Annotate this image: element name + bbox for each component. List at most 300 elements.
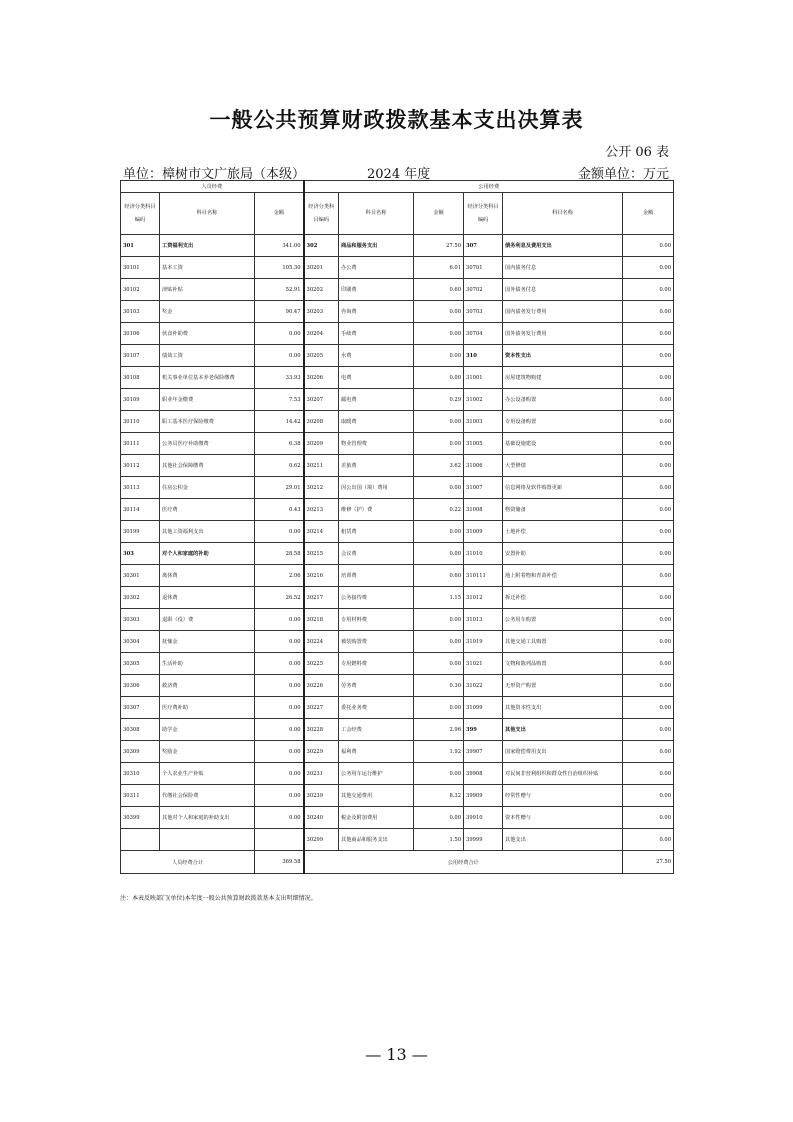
- item-name: [160, 829, 255, 851]
- table-row: [121, 235, 674, 257]
- item-name: 对个人和家庭的补助: [160, 543, 255, 565]
- item-code: 30306: [121, 675, 160, 697]
- item-name: 差旅费: [339, 455, 414, 477]
- item-amount: 0.00: [255, 763, 304, 785]
- item-code: 30212: [304, 477, 339, 499]
- item-amount: 0.00: [623, 367, 674, 389]
- item-name: 机关事业单位基本养老保险缴费: [160, 367, 255, 389]
- item-code: 31008: [464, 499, 503, 521]
- item-code: 30108: [121, 367, 160, 389]
- item-name: 其他支出: [503, 719, 623, 741]
- item-code: 30215: [304, 543, 339, 565]
- item-amount: 0.00: [255, 609, 304, 631]
- item-amount: 52.91: [255, 279, 304, 301]
- item-amount: 0.00: [414, 697, 464, 719]
- item-name: 办公费: [339, 257, 414, 279]
- item-amount: 0.00: [414, 631, 464, 653]
- item-code: 30205: [304, 345, 339, 367]
- item-code: 31009: [464, 521, 503, 543]
- item-amount: 0.00: [414, 763, 464, 785]
- table-row: [121, 433, 674, 455]
- item-amount: 341.00: [255, 235, 304, 257]
- table-row: [121, 829, 674, 851]
- item-code: 30309: [121, 741, 160, 763]
- item-name: 经常性赠与: [503, 785, 623, 807]
- item-amount: 14.42: [255, 411, 304, 433]
- col-header-code: 经济分类科目编码: [464, 193, 503, 235]
- item-amount: 0.00: [623, 609, 674, 631]
- section-personnel-header: 人员经费: [121, 181, 304, 193]
- item-code: 30217: [304, 587, 339, 609]
- item-amount: 0.00: [255, 785, 304, 807]
- table-row: [121, 653, 674, 675]
- item-code: 30202: [304, 279, 339, 301]
- item-name: 委托业务费: [339, 697, 414, 719]
- item-code: 30199: [121, 521, 160, 543]
- item-amount: 105.30: [255, 257, 304, 279]
- item-name: 工资福利支出: [160, 235, 255, 257]
- item-amount: 0.00: [623, 477, 674, 499]
- item-amount: 0.00: [623, 455, 674, 477]
- item-amount: 0.00: [255, 807, 304, 829]
- item-code: 30203: [304, 301, 339, 323]
- item-code: 30209: [304, 433, 339, 455]
- table-row: [121, 741, 674, 763]
- item-amount: 0.62: [255, 455, 304, 477]
- table-row: [121, 323, 674, 345]
- item-name: 基本工资: [160, 257, 255, 279]
- totals-row: [121, 851, 674, 874]
- item-name: 助学金: [160, 719, 255, 741]
- item-name: 国内债务付息: [503, 257, 623, 279]
- item-amount: 0.00: [623, 389, 674, 411]
- item-name: 其他交通工具购置: [503, 631, 623, 653]
- item-amount: 0.00: [623, 499, 674, 521]
- item-amount: 0.00: [255, 675, 304, 697]
- item-amount: 0.00: [623, 411, 674, 433]
- item-amount: 0.00: [414, 345, 464, 367]
- table-row: [121, 499, 674, 521]
- col-header-name: 科目名称: [339, 193, 414, 235]
- item-name: 其他交通费用: [339, 785, 414, 807]
- item-code: 31006: [464, 455, 503, 477]
- item-amount: 0.00: [414, 609, 464, 631]
- item-code: 30704: [464, 323, 503, 345]
- unit-label: 单位：樟树市文广旅局（本级）: [123, 167, 306, 182]
- item-code: 39908: [464, 763, 503, 785]
- item-code: 30201: [304, 257, 339, 279]
- item-code: 30207: [304, 389, 339, 411]
- total-personnel-value: 369.58: [255, 851, 304, 874]
- item-amount: 0.00: [623, 829, 674, 851]
- item-name: 抚恤金: [160, 631, 255, 653]
- table-row: [121, 631, 674, 653]
- item-code: 39907: [464, 741, 503, 763]
- item-code: 31005: [464, 433, 503, 455]
- item-code: 30701: [464, 257, 503, 279]
- total-personnel-label: 人员经费合计: [121, 851, 255, 874]
- table-row: [121, 807, 674, 829]
- item-name: 公务员医疗补助缴费: [160, 433, 255, 455]
- item-name: 债务利息及费用支出: [503, 235, 623, 257]
- item-code: 310111: [464, 565, 503, 587]
- item-name: 物资储备: [503, 499, 623, 521]
- col-header-name: 科目名称: [160, 193, 255, 235]
- table-row: [121, 719, 674, 741]
- item-code: 31013: [464, 609, 503, 631]
- table-row: [121, 697, 674, 719]
- item-code: 30239: [304, 785, 339, 807]
- item-amount: 8.32: [414, 785, 464, 807]
- item-name: 安置补助: [503, 543, 623, 565]
- item-amount: 0.00: [623, 235, 674, 257]
- item-amount: 0.00: [414, 477, 464, 499]
- item-code: 31001: [464, 367, 503, 389]
- item-name: 津贴补贴: [160, 279, 255, 301]
- item-code: 30302: [121, 587, 160, 609]
- item-amount: 0.00: [623, 565, 674, 587]
- table-note: 注：本表反映部门(单位)本年度一般公共预算财政拨款基本支出明细情况。: [120, 895, 317, 902]
- item-amount: 33.93: [255, 367, 304, 389]
- item-amount: 0.00: [414, 433, 464, 455]
- item-code: 30206: [304, 367, 339, 389]
- item-name: 水费: [339, 345, 414, 367]
- col-header-amount: 金额: [623, 193, 674, 235]
- item-amount: 0.00: [623, 697, 674, 719]
- item-name: 退职（役）费: [160, 609, 255, 631]
- item-amount: 0.00: [414, 301, 464, 323]
- item-code: 30110: [121, 411, 160, 433]
- item-code: 30307: [121, 697, 160, 719]
- item-name: 奖励金: [160, 741, 255, 763]
- item-code: 30216: [304, 565, 339, 587]
- item-name: 电费: [339, 367, 414, 389]
- item-name: 退休费: [160, 587, 255, 609]
- item-code: 310: [464, 345, 503, 367]
- item-code: 30114: [121, 499, 160, 521]
- item-amount: 0.00: [623, 543, 674, 565]
- total-public-label: 公用经费合计: [304, 851, 623, 874]
- item-amount: 0.00: [255, 741, 304, 763]
- item-name: 土地补偿: [503, 521, 623, 543]
- item-amount: 2.06: [255, 565, 304, 587]
- item-name: 国家赔偿费用支出: [503, 741, 623, 763]
- table-row: [121, 477, 674, 499]
- item-code: 31002: [464, 389, 503, 411]
- table-row: [121, 279, 674, 301]
- item-name: 办公设备购置: [503, 389, 623, 411]
- item-name: 资本性赠与: [503, 807, 623, 829]
- item-code: 30308: [121, 719, 160, 741]
- item-amount: 0.00: [623, 257, 674, 279]
- item-amount: 29.01: [255, 477, 304, 499]
- item-name: 公务接待费: [339, 587, 414, 609]
- item-code: 31019: [464, 631, 503, 653]
- year-label: 2024 年度: [367, 167, 431, 182]
- item-name: 个人农业生产补贴: [160, 763, 255, 785]
- item-name: 公务用车购置: [503, 609, 623, 631]
- item-code: 30311: [121, 785, 160, 807]
- item-code: 30111: [121, 433, 160, 455]
- item-code: 30214: [304, 521, 339, 543]
- item-code: 30208: [304, 411, 339, 433]
- item-code: 31012: [464, 587, 503, 609]
- item-code: 39910: [464, 807, 503, 829]
- item-name: 邮电费: [339, 389, 414, 411]
- item-code: 30228: [304, 719, 339, 741]
- table-row: [121, 543, 674, 565]
- item-amount: 0.00: [414, 323, 464, 345]
- item-amount: 26.52: [255, 587, 304, 609]
- item-code: 30299: [304, 829, 339, 851]
- item-code: [121, 829, 160, 851]
- item-name: 租赁费: [339, 521, 414, 543]
- item-code: 30305: [121, 653, 160, 675]
- item-code: 31099: [464, 697, 503, 719]
- item-amount: 6.38: [255, 433, 304, 455]
- item-name: 其他支出: [503, 829, 623, 851]
- table-row: [121, 565, 674, 587]
- item-code: 301: [121, 235, 160, 257]
- item-name: 福利费: [339, 741, 414, 763]
- item-name: 税金及附加费用: [339, 807, 414, 829]
- amount-unit-label: 金额单位：万元: [577, 167, 669, 182]
- table-row: [121, 367, 674, 389]
- item-amount: 0.00: [623, 675, 674, 697]
- item-name: 绩效工资: [160, 345, 255, 367]
- item-amount: [255, 829, 304, 851]
- item-amount: 0.00: [623, 719, 674, 741]
- item-code: 30109: [121, 389, 160, 411]
- item-amount: 0.00: [255, 521, 304, 543]
- item-amount: 0.22: [414, 499, 464, 521]
- item-amount: 0.00: [623, 323, 674, 345]
- page-title: 一般公共预算财政拨款基本支出决算表: [209, 107, 584, 132]
- item-amount: 0.00: [623, 301, 674, 323]
- item-amount: 0.00: [414, 543, 464, 565]
- item-code: 30112: [121, 455, 160, 477]
- item-code: 30301: [121, 565, 160, 587]
- item-amount: 0.29: [414, 389, 464, 411]
- item-code: 39999: [464, 829, 503, 851]
- item-name: 拆迁补偿: [503, 587, 623, 609]
- item-amount: 0.00: [414, 807, 464, 829]
- item-name: 代缴社会保险费: [160, 785, 255, 807]
- col-header-name: 科目名称: [503, 193, 623, 235]
- item-name: 基础设施建设: [503, 433, 623, 455]
- item-name: 医疗费补助: [160, 697, 255, 719]
- item-code: 302: [304, 235, 339, 257]
- table-row: [121, 257, 674, 279]
- item-amount: 6.01: [414, 257, 464, 279]
- item-amount: 0.00: [623, 741, 674, 763]
- item-name: 文物和陈列品购置: [503, 653, 623, 675]
- item-name: 生活补助: [160, 653, 255, 675]
- item-name: 离休费: [160, 565, 255, 587]
- item-amount: 0.00: [255, 653, 304, 675]
- table-row: [121, 411, 674, 433]
- item-name: 物业管理费: [339, 433, 414, 455]
- item-amount: 0.00: [414, 653, 464, 675]
- item-code: 30224: [304, 631, 339, 653]
- item-code: 30240: [304, 807, 339, 829]
- item-name: 公务用车运行维护: [339, 763, 414, 785]
- item-name: 专用设备购置: [503, 411, 623, 433]
- item-name: 其他对个人和家庭的补助支出: [160, 807, 255, 829]
- expenditure-table: [120, 180, 674, 874]
- item-amount: 1.15: [414, 587, 464, 609]
- item-name: 医疗费: [160, 499, 255, 521]
- table-row: [121, 455, 674, 477]
- item-code: 30310: [121, 763, 160, 785]
- item-amount: 0.00: [414, 521, 464, 543]
- item-amount: 0.00: [414, 367, 464, 389]
- item-name: 对民间非营利组织和群众性自治组织补贴: [503, 763, 623, 785]
- item-code: 30303: [121, 609, 160, 631]
- item-name: 取暖费: [339, 411, 414, 433]
- item-amount: 1.50: [414, 829, 464, 851]
- table-row: [121, 345, 674, 367]
- item-name: 国内债务发行费用: [503, 301, 623, 323]
- item-code: 31021: [464, 653, 503, 675]
- item-name: 无形资产购置: [503, 675, 623, 697]
- item-name: 印刷费: [339, 279, 414, 301]
- item-code: 30399: [121, 807, 160, 829]
- item-amount: 0.43: [255, 499, 304, 521]
- item-amount: 0.30: [414, 675, 464, 697]
- item-code: 39909: [464, 785, 503, 807]
- table-row: [121, 763, 674, 785]
- item-amount: 0.00: [623, 279, 674, 301]
- item-amount: 0.00: [255, 631, 304, 653]
- item-name: 被装购置费: [339, 631, 414, 653]
- item-code: 399: [464, 719, 503, 741]
- item-name: 救济费: [160, 675, 255, 697]
- item-name: 国外债务发行费用: [503, 323, 623, 345]
- item-code: 30204: [304, 323, 339, 345]
- item-name: 其他社会保障缴费: [160, 455, 255, 477]
- item-amount: 0.00: [255, 345, 304, 367]
- item-name: 房屋建筑物购建: [503, 367, 623, 389]
- total-public-value: 27.50: [623, 851, 674, 874]
- item-amount: 3.62: [414, 455, 464, 477]
- item-code: 30107: [121, 345, 160, 367]
- table-row: [121, 785, 674, 807]
- item-amount: 0.00: [255, 719, 304, 741]
- col-header-amount: 金额: [414, 193, 464, 235]
- item-amount: 0.00: [623, 521, 674, 543]
- item-code: 307: [464, 235, 503, 257]
- item-name: 其他资本性支出: [503, 697, 623, 719]
- item-code: 30304: [121, 631, 160, 653]
- item-amount: 0.00: [255, 323, 304, 345]
- item-amount: 2.96: [414, 719, 464, 741]
- item-name: 专用燃料费: [339, 653, 414, 675]
- item-amount: 0.00: [623, 653, 674, 675]
- item-code: 30218: [304, 609, 339, 631]
- item-name: 伙食补助费: [160, 323, 255, 345]
- item-name: 国外债务付息: [503, 279, 623, 301]
- item-code: 30213: [304, 499, 339, 521]
- item-name: 会议费: [339, 543, 414, 565]
- item-code: 30106: [121, 323, 160, 345]
- item-amount: 0.00: [623, 587, 674, 609]
- item-code: 30229: [304, 741, 339, 763]
- table-row: [121, 609, 674, 631]
- item-name: 手续费: [339, 323, 414, 345]
- table-row: [121, 675, 674, 697]
- item-name: 信息网络及软件购置更新: [503, 477, 623, 499]
- item-code: 303: [121, 543, 160, 565]
- item-name: 咨询费: [339, 301, 414, 323]
- item-name: 培训费: [339, 565, 414, 587]
- item-amount: 0.00: [623, 631, 674, 653]
- item-name: 其他商品和服务支出: [339, 829, 414, 851]
- item-name: 职业年金缴费: [160, 389, 255, 411]
- col-header-code: 经济分类科目编码: [121, 193, 160, 235]
- item-code: 30102: [121, 279, 160, 301]
- item-code: 30113: [121, 477, 160, 499]
- item-code: 30226: [304, 675, 339, 697]
- item-code: 30225: [304, 653, 339, 675]
- item-code: 31010: [464, 543, 503, 565]
- item-name: 商品和服务支出: [339, 235, 414, 257]
- item-name: 其他工资福利支出: [160, 521, 255, 543]
- item-name: 劳务费: [339, 675, 414, 697]
- item-amount: 0.00: [623, 345, 674, 367]
- item-code: 30101: [121, 257, 160, 279]
- item-amount: 0.00: [255, 697, 304, 719]
- item-code: 30703: [464, 301, 503, 323]
- item-name: 因公出国（境）费用: [339, 477, 414, 499]
- page-number: — 13 —: [365, 1045, 428, 1064]
- item-name: 大型修缮: [503, 455, 623, 477]
- item-amount: 0.00: [623, 785, 674, 807]
- item-amount: 0.00: [623, 807, 674, 829]
- item-amount: 0.60: [414, 565, 464, 587]
- item-amount: 27.50: [414, 235, 464, 257]
- item-name: 住房公积金: [160, 477, 255, 499]
- table-row: [121, 521, 674, 543]
- item-code: 30702: [464, 279, 503, 301]
- item-code: 31007: [464, 477, 503, 499]
- item-amount: 7.53: [255, 389, 304, 411]
- item-code: 30231: [304, 763, 339, 785]
- item-amount: 0.00: [414, 411, 464, 433]
- item-name: 资本性支出: [503, 345, 623, 367]
- col-header-amount: 金额: [255, 193, 304, 235]
- item-name: 维修（护）费: [339, 499, 414, 521]
- item-code: 30103: [121, 301, 160, 323]
- item-code: 30227: [304, 697, 339, 719]
- item-amount: 0.00: [623, 433, 674, 455]
- table-row: [121, 301, 674, 323]
- item-name: 地上附着物和青苗补偿: [503, 565, 623, 587]
- item-name: 工会经费: [339, 719, 414, 741]
- table-row: [121, 587, 674, 609]
- item-code: 30211: [304, 455, 339, 477]
- item-amount: 0.00: [623, 763, 674, 785]
- table-row: [121, 389, 674, 411]
- item-name: 专用材料费: [339, 609, 414, 631]
- item-name: 奖金: [160, 301, 255, 323]
- item-code: 31022: [464, 675, 503, 697]
- item-amount: 1.92: [414, 741, 464, 763]
- item-amount: 28.58: [255, 543, 304, 565]
- col-header-code: 经济分类科目编码: [304, 193, 339, 235]
- item-code: 31003: [464, 411, 503, 433]
- item-amount: 90.47: [255, 301, 304, 323]
